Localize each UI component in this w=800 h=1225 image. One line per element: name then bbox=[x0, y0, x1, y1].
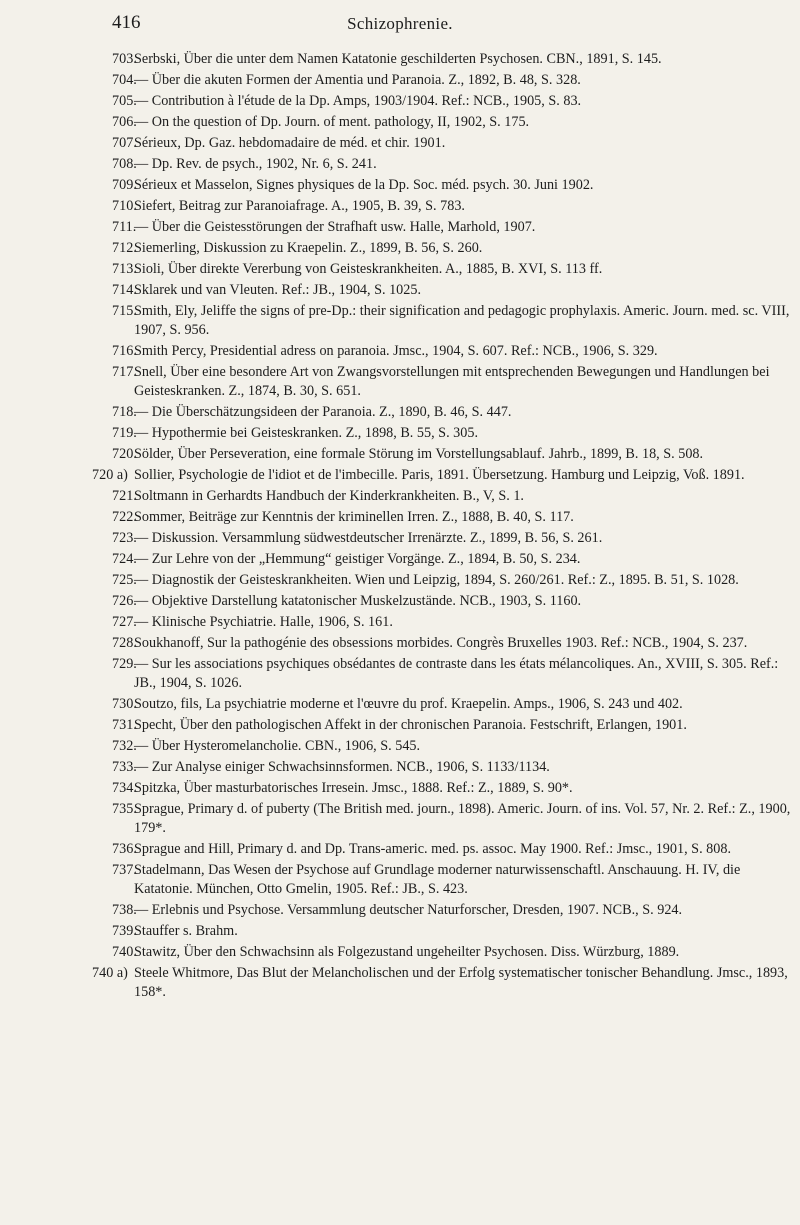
reference-text: Sioli, Über direkte Vererbung von Geisteskrankheiten. A., 1885, B. XVI, S. 113 ff. bbox=[134, 260, 603, 277]
reference-text: — On the question of Dp. Journ. of ment. pathology, II, 1902, S. 175. bbox=[134, 113, 530, 130]
reference-entry bbox=[112, 508, 792, 527]
reference-number: 707. bbox=[112, 134, 137, 151]
reference-number: 718. bbox=[112, 403, 137, 420]
reference-text: Smith, Ely, Jeliffe the signs of pre-Dp.: their signification and pedagogic prophylaxis. Americ. Journ. med. sc. VIII, 1907, S. 956. bbox=[134, 302, 790, 338]
reference-text: Sklarek und van Vleuten. Ref.: JB., 1904, S. 1025. bbox=[134, 281, 422, 298]
reference-number: 710. bbox=[112, 197, 137, 214]
reference-entry bbox=[112, 779, 792, 798]
reference-entry bbox=[112, 800, 792, 838]
reference-number: 732. bbox=[112, 737, 137, 754]
reference-number: 706. bbox=[112, 113, 137, 130]
reference-text: Sérieux et Masselon, Signes physiques de la Dp. Soc. méd. psych. 30. Juni 1902. bbox=[134, 176, 594, 193]
reference-text: — Sur les associations psychiques obsédantes de contraste dans les états mélancoliques. An., XVIII, S. 305. Ref.: JB., 1904, S. 1026. bbox=[134, 655, 779, 691]
reference-number: 734. bbox=[112, 779, 137, 796]
reference-entry bbox=[92, 964, 792, 1002]
reference-number: 709. bbox=[112, 176, 137, 193]
reference-text: — Objektive Darstellung katatonischer Muskelzustände. NCB., 1903, S. 1160. bbox=[134, 592, 582, 609]
reference-entry bbox=[112, 239, 792, 258]
reference-number: 714. bbox=[112, 281, 137, 298]
reference-entry bbox=[112, 50, 792, 69]
reference-number: 733. bbox=[112, 758, 137, 775]
reference-text: — Zur Lehre von der „Hemmung“ geistiger Vorgänge. Z., 1894, B. 50, S. 234. bbox=[134, 550, 581, 567]
reference-text: — Die Überschätzungsideen der Paranoia. Z., 1890, B. 46, S. 447. bbox=[134, 403, 512, 420]
reference-number: 719. bbox=[112, 424, 137, 441]
reference-entry bbox=[112, 113, 792, 132]
reference-text: — Klinische Psychiatrie. Halle, 1906, S. 161. bbox=[134, 613, 393, 630]
reference-text: Snell, Über eine besondere Art von Zwangsvorstellungen mit entsprechenden Bewegungen und Handlungen bei Geisteskranken. Z., 1874, B. 30, S. 651. bbox=[134, 363, 770, 399]
reference-text: Sollier, Psychologie de l'idiot et de l'imbecille. Paris, 1891. Übersetzung. Hamburg und Leipzig, Voß. 1891. bbox=[134, 466, 745, 483]
reference-number: 728. bbox=[112, 634, 137, 651]
reference-text: Sérieux, Dp. Gaz. hebdomadaire de méd. et chir. 1901. bbox=[134, 134, 446, 151]
reference-number: 726. bbox=[112, 592, 137, 609]
reference-text: — Hypothermie bei Geisteskranken. Z., 1898, B. 55, S. 305. bbox=[134, 424, 478, 441]
reference-entry bbox=[112, 403, 792, 422]
reference-entry bbox=[112, 861, 792, 899]
reference-text: Stadelmann, Das Wesen der Psychose auf Grundlage moderner naturwissenschaftl. Anschauung. H. IV, die Katatonie. München, Otto Gmelin, 1905. Ref.: JB., S. 423. bbox=[134, 861, 741, 897]
reference-number: 727. bbox=[112, 613, 137, 630]
reference-entry bbox=[112, 613, 792, 632]
reference-text: — Erlebnis und Psychose. Versammlung deutscher Naturforscher, Dresden, 1907. NCB., S. 924. bbox=[134, 901, 683, 918]
reference-number: 712. bbox=[112, 239, 137, 256]
reference-entry bbox=[112, 943, 792, 962]
reference-entry bbox=[112, 342, 792, 361]
reference-text: — Contribution à l'étude de la Dp. Amps, 1903/1904. Ref.: NCB., 1905, S. 83. bbox=[134, 92, 582, 109]
reference-number: 740 a) bbox=[92, 964, 128, 981]
reference-text: Sölder, Über Perseveration, eine formale Störung im Vorstellungsablauf. Jahrb., 1899, B. 18, S. 508. bbox=[134, 445, 704, 462]
reference-number: 720 a) bbox=[92, 466, 128, 483]
reference-text: Spitzka, Über masturbatorisches Irresein. Jmsc., 1888. Ref.: Z., 1889, S. 90*. bbox=[134, 779, 573, 796]
reference-number: 729. bbox=[112, 655, 137, 672]
reference-number: 730. bbox=[112, 695, 137, 712]
reference-entry bbox=[112, 592, 792, 611]
reference-entry bbox=[112, 424, 792, 443]
reference-entry bbox=[112, 363, 792, 401]
reference-entry bbox=[112, 176, 792, 195]
reference-number: 708. bbox=[112, 155, 137, 172]
reference-number: 721. bbox=[112, 487, 137, 504]
reference-entry bbox=[112, 92, 792, 111]
reference-entry bbox=[112, 487, 792, 506]
reference-number: 717. bbox=[112, 363, 137, 380]
reference-number: 723. bbox=[112, 529, 137, 546]
reference-number: 738. bbox=[112, 901, 137, 918]
reference-number: 731. bbox=[112, 716, 137, 733]
reference-number: 736. bbox=[112, 840, 137, 857]
reference-text: Soukhanoff, Sur la pathogénie des obsessions morbides. Congrès Bruxelles 1903. Ref.: NCB., 1904, S. 237. bbox=[134, 634, 748, 651]
page-number: 416 bbox=[112, 12, 141, 33]
reference-text: Smith Percy, Presidential adress on paranoia. Jmsc., 1904, S. 607. Ref.: NCB., 1906, S. 329. bbox=[134, 342, 658, 359]
reference-text: — Diagnostik der Geisteskrankheiten. Wien und Leipzig, 1894, S. 260/261. Ref.: Z., 1895. B. 51, S. 1028. bbox=[134, 571, 739, 588]
reference-text: Sprague, Primary d. of puberty (The British med. journ., 1898). Americ. Journ. of ins. Vol. 57, Nr. 2. Ref.: Z., 1900, 179*. bbox=[134, 800, 791, 836]
reference-entry bbox=[112, 71, 792, 90]
reference-text: — Zur Analyse einiger Schwachsinnsformen. NCB., 1906, S. 1133/1134. bbox=[134, 758, 550, 775]
reference-number: 705. bbox=[112, 92, 137, 109]
bibliography-list bbox=[92, 50, 792, 1004]
reference-entry bbox=[112, 218, 792, 237]
reference-entry bbox=[112, 695, 792, 714]
reference-entry bbox=[112, 571, 792, 590]
reference-text: — Über die akuten Formen der Amentia und Paranoia. Z., 1892, B. 48, S. 328. bbox=[134, 71, 581, 88]
reference-number: 722. bbox=[112, 508, 137, 525]
reference-text: Serbski, Über die unter dem Namen Katatonie geschilderten Psychosen. CBN., 1891, S. 145. bbox=[134, 51, 662, 67]
reference-text: — Diskussion. Versammlung südwestdeutscher Irrenärzte. Z., 1899, B. 56, S. 261. bbox=[134, 529, 603, 546]
reference-entry bbox=[112, 529, 792, 548]
reference-entry bbox=[112, 260, 792, 279]
reference-entry bbox=[112, 922, 792, 941]
reference-number: 739. bbox=[112, 922, 137, 939]
reference-text: — Über Hysteromelancholie. CBN., 1906, S. 545. bbox=[134, 737, 421, 754]
reference-number: 720. bbox=[112, 445, 137, 462]
reference-entry bbox=[112, 445, 792, 464]
reference-number: 725. bbox=[112, 571, 137, 588]
reference-entry bbox=[112, 655, 792, 693]
reference-text: Siemerling, Diskussion zu Kraepelin. Z., 1899, B. 56, S. 260. bbox=[134, 239, 483, 256]
reference-entry bbox=[112, 550, 792, 569]
reference-text: Steele Whitmore, Das Blut der Melancholischen und der Erfolg systematischer tonischer Behandlung. Jmsc., 1893, 158*. bbox=[134, 964, 788, 1000]
reference-entry bbox=[112, 281, 792, 300]
reference-number: 724. bbox=[112, 550, 137, 567]
reference-text: Sprague and Hill, Primary d. and Dp. Trans-americ. med. ps. assoc. May 1900. Ref.: Jmsc., 1901, S. 808. bbox=[134, 840, 731, 857]
reference-entry bbox=[112, 302, 792, 340]
reference-text: Stawitz, Über den Schwachsinn als Folgezustand ungeheilter Psychosen. Diss. Würzburg, 1889. bbox=[134, 943, 680, 960]
reference-entry bbox=[112, 758, 792, 777]
reference-entry bbox=[112, 134, 792, 153]
reference-number: 715. bbox=[112, 302, 137, 319]
reference-number: 716. bbox=[112, 342, 137, 359]
reference-text: Sommer, Beiträge zur Kenntnis der kriminellen Irren. Z., 1888, B. 40, S. 117. bbox=[134, 508, 574, 525]
reference-number: 737. bbox=[112, 861, 137, 878]
reference-entry bbox=[112, 197, 792, 216]
reference-text: — Dp. Rev. de psych., 1902, Nr. 6, S. 241. bbox=[134, 155, 377, 172]
reference-number: 735. bbox=[112, 800, 137, 817]
running-head: Schizophrenie. bbox=[347, 14, 453, 33]
reference-entry bbox=[92, 466, 792, 485]
reference-entry bbox=[112, 737, 792, 756]
reference-entry bbox=[112, 155, 792, 174]
reference-entry bbox=[112, 840, 792, 859]
reference-entry bbox=[112, 901, 792, 920]
reference-number: 704. bbox=[112, 71, 137, 88]
reference-text: Soutzo, fils, La psychiatrie moderne et l'œuvre du prof. Kraepelin. Amps., 1906, S. 243 und 402. bbox=[134, 695, 683, 712]
reference-number: 713. bbox=[112, 260, 137, 277]
reference-text: Siefert, Beitrag zur Paranoiafrage. A., 1905, B. 39, S. 783. bbox=[134, 197, 465, 214]
reference-number: 703. bbox=[112, 51, 137, 67]
reference-entry bbox=[112, 634, 792, 653]
reference-number: 711. bbox=[112, 218, 137, 235]
reference-number: 740. bbox=[112, 943, 137, 960]
reference-text: — Über die Geistesstörungen der Strafhaft usw. Halle, Marhold, 1907. bbox=[134, 218, 536, 235]
reference-text: Soltmann in Gerhardts Handbuch der Kinderkrankheiten. B., V, S. 1. bbox=[134, 487, 524, 504]
reference-entry bbox=[112, 716, 792, 735]
reference-text: Stauffer s. Brahm. bbox=[134, 922, 238, 939]
reference-text: Specht, Über den pathologischen Affekt in der chronischen Paranoia. Festschrift, Erlangen, 1901. bbox=[134, 716, 687, 733]
